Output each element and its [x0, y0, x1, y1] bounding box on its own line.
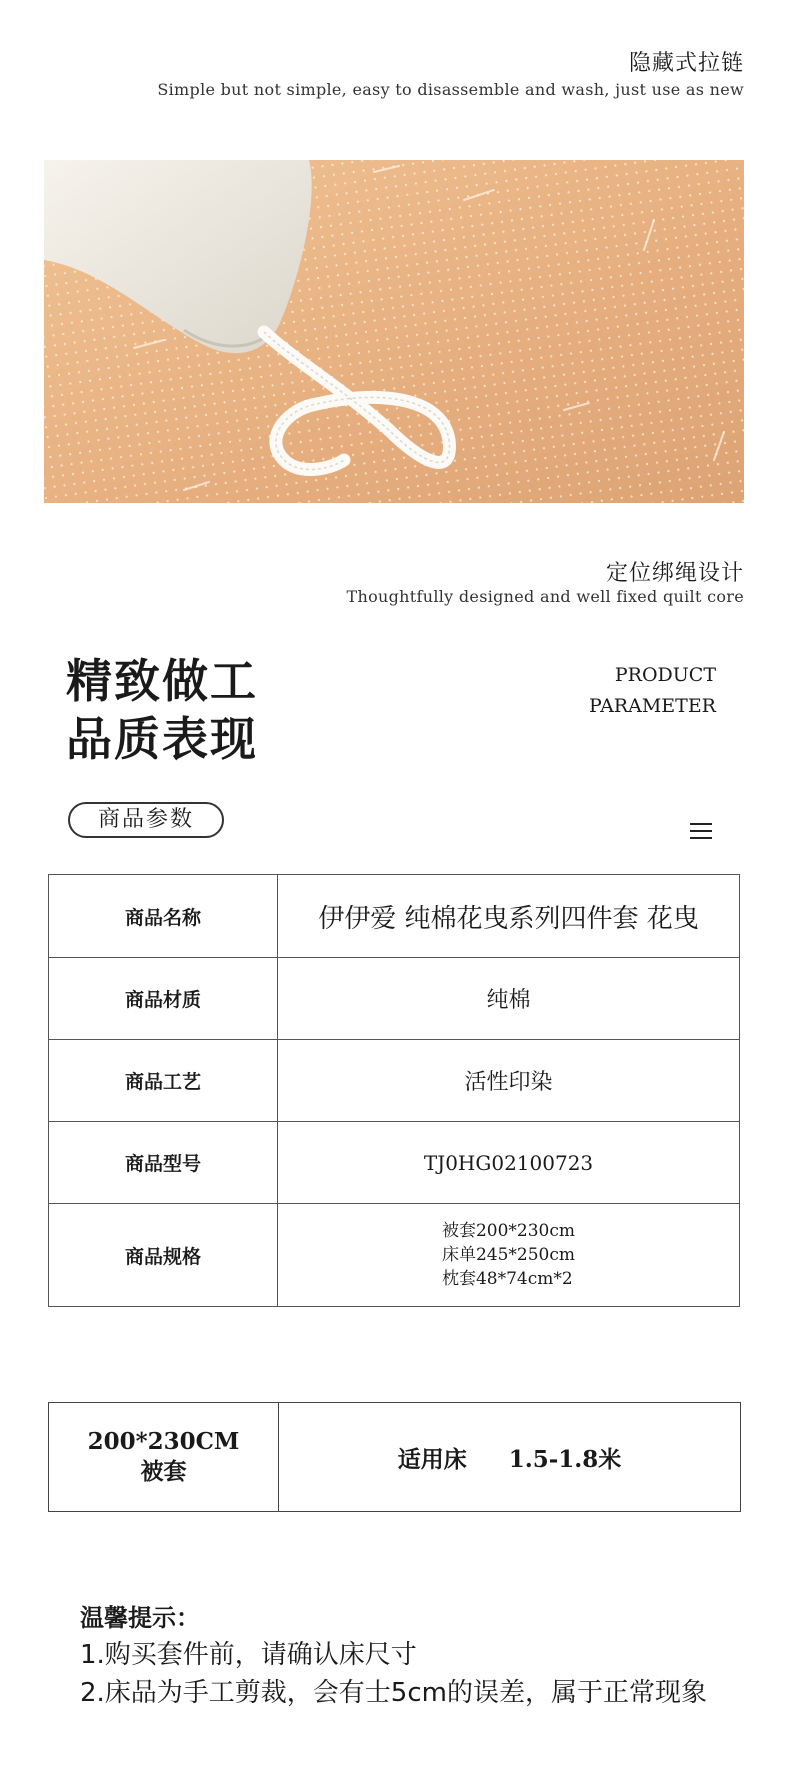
zipper-subtitle: Simple but not simple, easy to disassemble and wash, just use as new	[157, 80, 744, 99]
param-key: 商品型号	[49, 1122, 278, 1204]
product-parameter-line2: PARAMETER	[589, 695, 716, 717]
tips-block	[80, 1600, 707, 1712]
rope-title: 定位绑绳设计	[605, 561, 744, 586]
quality-heading-line1: 精致做工	[66, 654, 258, 708]
spec-line: 枕套48*74cm*2	[441, 1269, 573, 1289]
params-pill-badge: 商品参数	[68, 802, 224, 838]
table-row	[49, 1204, 740, 1307]
param-value: 纯棉	[278, 958, 740, 1040]
product-parameter-line1: PRODUCT	[614, 664, 716, 686]
param-value: TJ0HG02100723	[278, 1122, 740, 1204]
size-dimension: 200*230CM	[87, 1428, 240, 1455]
tips-line: 1.购买套件前，请确认床尺寸	[80, 1640, 417, 1670]
param-value	[278, 1204, 740, 1307]
fabric-tie-photo	[44, 160, 744, 503]
hamburger-menu-icon[interactable]	[690, 822, 714, 842]
tips-line: 2.床品为手工剪裁，会有士5cm的误差，属于正常现象	[80, 1678, 707, 1708]
size-cell	[49, 1403, 279, 1512]
spec-line: 床单245*250cm	[441, 1245, 576, 1265]
bed-size-table	[48, 1402, 741, 1512]
table-row	[49, 1040, 740, 1122]
table-row	[49, 875, 740, 958]
param-key: 商品规格	[49, 1204, 278, 1307]
param-key: 商品名称	[49, 875, 278, 958]
spec-line: 被套200*230cm	[441, 1221, 576, 1241]
param-value: 伊伊爱 纯棉花曳系列四件套 花曳	[278, 875, 740, 958]
rope-subtitle: Thoughtfully designed and well fixed quilt core	[346, 587, 744, 606]
param-value: 活性印染	[278, 1040, 740, 1122]
product-params-table	[48, 874, 740, 1307]
bed-fit-label: 适用床	[397, 1445, 467, 1473]
zipper-title: 隐藏式拉链	[628, 51, 744, 76]
tips-title: 温馨提示：	[80, 1604, 200, 1632]
quality-heading-line2: 品质表现	[66, 712, 258, 766]
spec-lines	[442, 1219, 575, 1291]
size-item: 被套	[140, 1458, 187, 1485]
table-row	[49, 1122, 740, 1204]
param-key: 商品材质	[49, 958, 278, 1040]
bed-fit-value: 1.5-1.8米	[508, 1445, 622, 1473]
product-parameter-label	[589, 660, 716, 722]
table-row	[49, 1403, 741, 1512]
bed-fit-cell	[279, 1403, 741, 1512]
param-key: 商品工艺	[49, 1040, 278, 1122]
table-row	[49, 958, 740, 1040]
quality-heading	[66, 652, 258, 768]
